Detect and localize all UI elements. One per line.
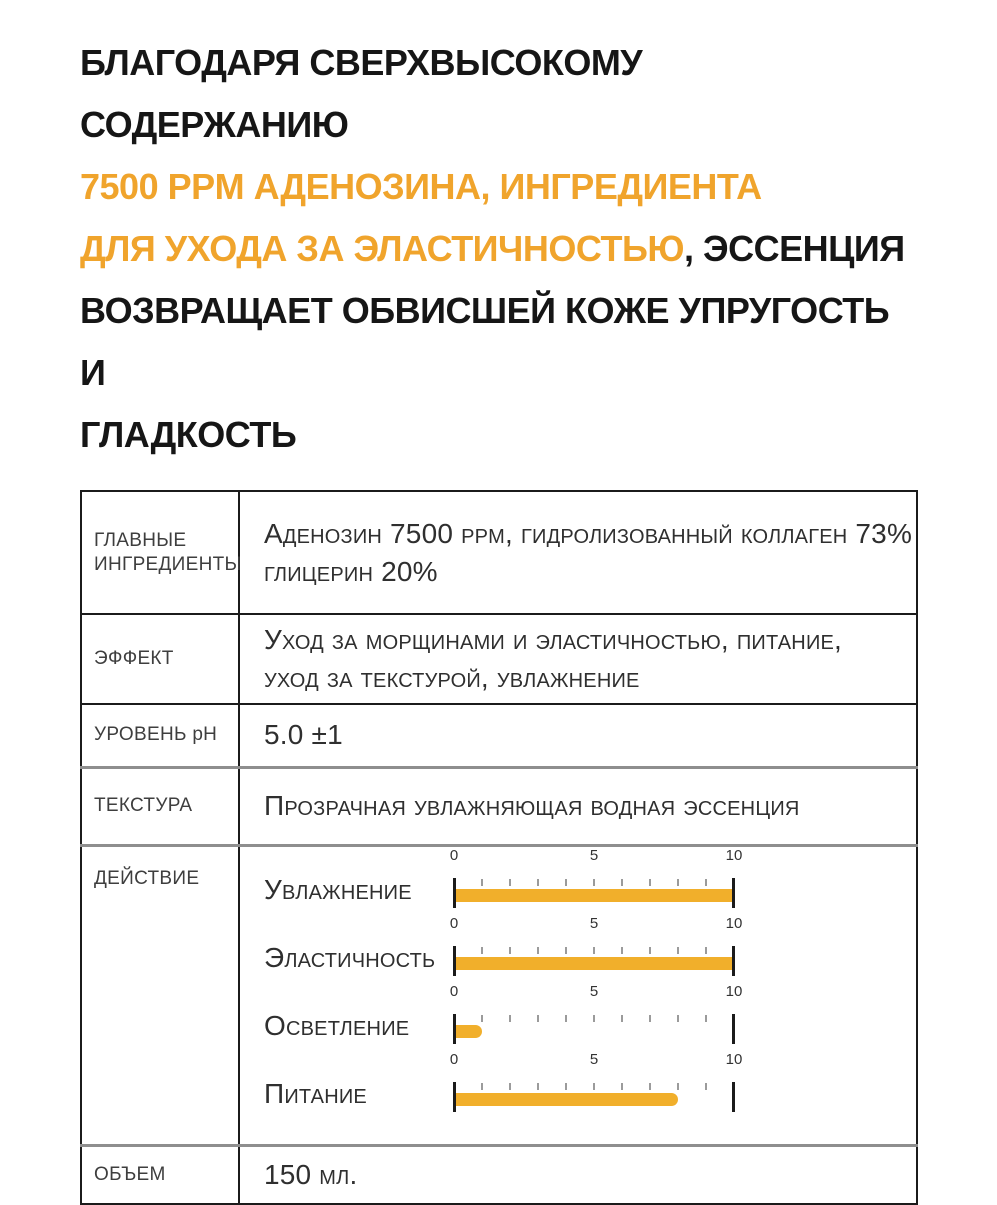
value-line: уход за текстурой, увлажнение (264, 662, 640, 693)
tick-minor (621, 1083, 623, 1090)
value-line: 5.0 ±1 (264, 719, 343, 751)
heading-line (80, 280, 917, 404)
tick-minor (481, 1083, 483, 1090)
tick-major (453, 1082, 456, 1112)
scale-bar (454, 889, 734, 902)
tick-minor (509, 1083, 511, 1090)
tick-minor (649, 879, 651, 886)
heading-accent-text: ДЛЯ УХОДА ЗА ЭЛАСТИЧНОСТЬЮ (80, 228, 684, 269)
tick-minor (509, 947, 511, 954)
tick-minor (593, 947, 595, 954)
scale-axis-labels (449, 914, 743, 946)
scale-tick-label: 10 (725, 914, 743, 932)
value-line: Прозрачная увлажняющая водная эссенция (264, 790, 800, 821)
row-value (239, 767, 917, 845)
row-label: ДЕЙСТВИЕ (81, 845, 239, 1145)
scale-bar (454, 1093, 678, 1106)
scale-tick-label: 5 (589, 982, 599, 1000)
tick-minor (481, 947, 483, 954)
tick-minor (649, 1083, 651, 1090)
tick-minor (593, 1083, 595, 1090)
tick-minor (565, 1083, 567, 1090)
action-scale (449, 846, 743, 908)
tick-major (453, 946, 456, 976)
action-scale-name: Питание (264, 1077, 367, 1109)
scale-ruler (454, 946, 734, 976)
scale-axis-labels (449, 1050, 743, 1082)
tick-minor (481, 879, 483, 886)
tick-major (732, 878, 735, 908)
scale-bar (454, 1025, 482, 1038)
tick-major (732, 1014, 735, 1044)
value-line: глицерин 20% (264, 555, 438, 587)
action-scale-row (264, 846, 912, 908)
tick-minor (705, 947, 707, 954)
heading-line (80, 404, 917, 466)
heading-line (80, 156, 917, 218)
action-scale (449, 914, 743, 976)
tick-minor (565, 947, 567, 954)
tick-major (453, 1014, 456, 1044)
tick-minor (677, 1015, 679, 1022)
tick-minor (593, 879, 595, 886)
action-scale-name: Осветление (264, 1009, 410, 1041)
tick-minor (537, 1083, 539, 1090)
scale-tick-label: 10 (725, 982, 743, 1000)
tick-minor (537, 879, 539, 886)
scale-tick-label: 5 (589, 1050, 599, 1068)
tick-minor (649, 1015, 651, 1022)
tick-minor (565, 879, 567, 886)
scale-axis-labels (449, 846, 743, 878)
heading (80, 32, 917, 466)
row-value (239, 491, 917, 614)
tick-minor (509, 879, 511, 886)
tick-minor (593, 1015, 595, 1022)
row-value (239, 1145, 917, 1204)
scale-tick-label: 5 (589, 914, 599, 932)
scale-ruler (454, 1014, 734, 1044)
tick-minor (537, 947, 539, 954)
heading-text: ВОЗВРАЩАЕТ ОБВИСШЕЙ КОЖЕ УПРУГОСТЬ И (80, 290, 890, 393)
row-label: ГЛАВНЫЕ ИНГРЕДИЕНТЫ (94, 529, 242, 575)
table-row (81, 614, 917, 704)
tick-minor (705, 1083, 707, 1090)
tick-minor (677, 947, 679, 954)
value-line: Аденозин 7500 ppm, гидролизованный коллаген 73% (264, 517, 913, 549)
tick-minor (621, 1015, 623, 1022)
scale-tick-label: 0 (449, 1050, 459, 1068)
action-scale (449, 1050, 743, 1112)
tick-minor (705, 879, 707, 886)
row-value (239, 704, 917, 767)
scale-tick-label: 0 (449, 846, 459, 864)
table-row (81, 491, 917, 614)
spec-table (80, 490, 918, 1205)
action-scale (449, 982, 743, 1044)
scale-ruler (454, 1082, 734, 1112)
value-line: Уход за морщинами и эластичностью, питание, (264, 624, 843, 655)
scale-tick-label: 10 (725, 1050, 743, 1068)
scale-axis-labels (449, 982, 743, 1014)
action-scale-row (264, 982, 912, 1044)
row-label: ЭФФЕКТ (81, 614, 239, 704)
tick-major (453, 878, 456, 908)
tick-minor (621, 947, 623, 954)
table-row (81, 1145, 917, 1204)
table-row (81, 704, 917, 767)
action-scale-name: Увлажнение (264, 873, 412, 905)
scale-tick-label: 5 (589, 846, 599, 864)
table-row (81, 767, 917, 845)
value-line: 150 мл. (264, 1158, 358, 1190)
scale-ruler (454, 878, 734, 908)
heading-text: ГЛАДКОСТЬ (80, 414, 297, 455)
heading-accent-text: 7500 PPM АДЕНОЗИНА, ИНГРЕДИЕНТА (80, 166, 762, 207)
heading-text: , ЭССЕНЦИЯ (683, 228, 905, 269)
table-row (81, 845, 917, 1145)
row-value (239, 845, 917, 1145)
spec-table-body (81, 491, 917, 1204)
heading-line (80, 218, 917, 280)
action-scale-row (264, 1050, 912, 1112)
tick-minor (509, 1015, 511, 1022)
row-label: ОБЪЕМ (81, 1145, 239, 1204)
row-label: ТЕКСТУРА (81, 767, 239, 845)
tick-minor (621, 879, 623, 886)
scale-tick-label: 0 (449, 914, 459, 932)
action-scale-row (264, 914, 912, 976)
action-scale-name: Эластичность (264, 941, 436, 973)
tick-minor (537, 1015, 539, 1022)
tick-minor (481, 1015, 483, 1022)
tick-minor (677, 1083, 679, 1090)
row-value (239, 614, 917, 704)
tick-minor (565, 1015, 567, 1022)
tick-minor (677, 879, 679, 886)
tick-minor (705, 1015, 707, 1022)
tick-major (732, 946, 735, 976)
tick-minor (649, 947, 651, 954)
scale-tick-label: 10 (725, 846, 743, 864)
tick-major (732, 1082, 735, 1112)
row-label: УРОВЕНЬ pH (81, 704, 239, 767)
scale-bar (454, 957, 734, 970)
scale-tick-label: 0 (449, 982, 459, 1000)
heading-text: БЛАГОДАРЯ СВЕРХВЫСОКОМУ СОДЕРЖАНИЮ (80, 42, 643, 145)
heading-line (80, 32, 917, 156)
